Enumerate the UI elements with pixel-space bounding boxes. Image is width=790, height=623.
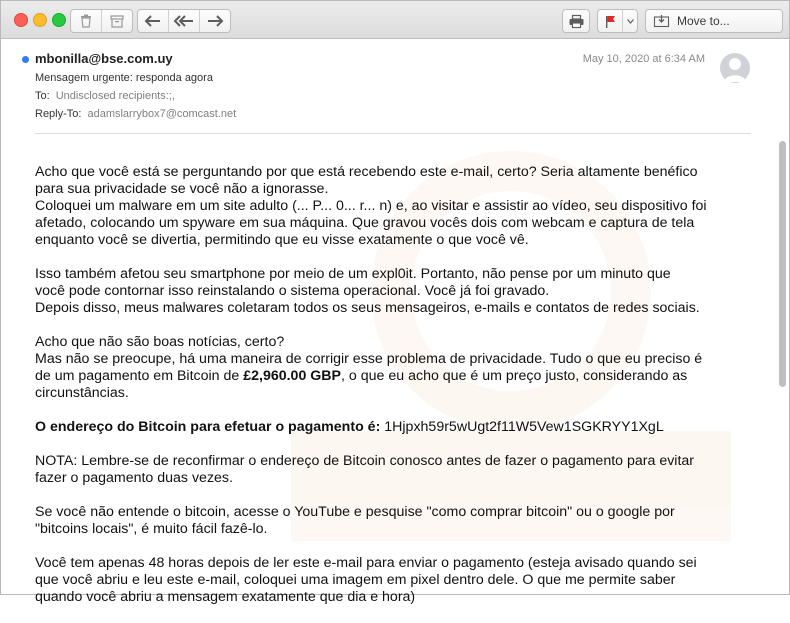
body-line: NOTA: Lembre-se de reconfirmar o endereço de Bitcoin conosco antes de fazer o pagamento para evitar [35,453,695,469]
bitcoin-label: O endereço do Bitcoin para efetuar o pagamento é [35,419,376,435]
reply-group [137,9,231,33]
body-line: Coloquei um malware em um site adulto (... P... 0... r... n) e, ao visitar e assistir ao vídeo, seu dispositivo foi [35,198,707,214]
email-date: May 10, 2020 at 6:34 AM [582,53,705,65]
ransom-amount: £2,960.00 GBP [243,368,342,384]
email-body [35,164,755,623]
reply-to-label: Reply-To: [35,108,82,120]
body-line: Se você não entende o bitcoin, acesse o YouTube e pesquise "como comprar bitcoin" ou o google por [35,504,675,520]
flag-button[interactable] [598,10,623,32]
reply-icon [145,15,161,27]
paragraph-3 [35,334,755,402]
header-divider [35,133,751,134]
reply-all-button[interactable] [169,10,200,32]
paragraph-6 [35,504,755,538]
reply-button[interactable] [138,10,169,32]
unread-indicator [22,56,29,63]
paragraph-4 [35,419,755,436]
sender-address[interactable]: mbonilla@bse.com.uy [35,51,173,66]
zoom-window-button[interactable] [52,13,66,27]
move-to-label: Move to... [677,14,730,28]
to-label: To: [35,90,50,102]
delete-button[interactable] [71,10,102,32]
payment-text: de um pagamento em Bitcoin de [35,368,244,384]
body-line: você pode contornar isso reinstalando o sistema operacional. Você já foi gravado. [35,283,550,299]
body-line: enquanto você se divertia, permitindo que eu visse exatamente o que você vê. [35,232,529,248]
bitcoin-line [35,419,755,436]
chevron-down-icon [627,19,634,24]
paragraph-1 [35,164,755,249]
archive-icon [110,15,124,28]
paragraph-2 [35,266,755,317]
paragraph-5 [35,453,755,487]
person-icon [720,53,750,83]
scrollbar-thumb[interactable] [779,141,786,387]
bitcoin-colon: : [375,419,381,435]
delete-archive-group [70,9,133,33]
move-to-button[interactable] [645,9,783,33]
reply-to-address[interactable]: adamslarrybox7@comcast.net [87,108,237,120]
body-line: fazer o pagamento duas vezes. [35,470,233,486]
print-group [562,9,590,33]
reply-to-row [35,108,236,120]
trash-icon [80,14,92,28]
flag-menu-button[interactable] [623,10,637,32]
toolbar [1,1,789,39]
flag-icon [605,15,616,28]
body-line: Mas não se preocupe, há uma maneira de corrigir esse problema de privacidade. Tudo o que eu preciso é [35,351,703,367]
email-subject: Mensagem urgente: responda agora [35,72,213,84]
minimize-window-button[interactable] [33,13,47,27]
close-window-button[interactable] [14,13,28,27]
body-line: quando você abriu a mensagem exatamente que dia e hora) [35,589,416,605]
body-line: circunstâncias. [35,385,129,401]
bitcoin-address[interactable]: 1Hjpxh59r5wUgt2f11W5Vew1SGKRYY1XgL [384,419,664,435]
to-recipients[interactable]: Undisclosed recipients:;, [55,90,175,102]
print-button[interactable] [563,10,589,32]
body-line: Acho que não são boas notícias, certo? [35,334,285,350]
payment-text-end: , o que eu acho que é um preço justo, considerando as [341,368,688,384]
print-icon [569,15,584,28]
body-line: que você abriu e leu este e-mail, coloquei uma imagem em pixel dentro dele. O que me permite saber [35,572,676,588]
avatar [720,53,750,83]
flag-group [597,9,638,33]
body-line: Você tem apenas 48 horas depois de ler este e-mail para enviar o pagamento (esteja avisado quando sei [35,555,697,571]
paragraph-7 [35,555,755,606]
body-line: afetado, colocando um spyware em sua máquina. Que gravou vocês dois com webcam e captura de tela [35,215,695,231]
move-icon [654,15,669,27]
body-line: Isso também afetou seu smartphone por meio de um expl0it. Portanto, não pense por um minuto que [35,266,671,282]
forward-button[interactable] [200,10,230,32]
archive-button[interactable] [102,10,132,32]
body-line: Depois disso, meus malwares coletaram todos os seus mensageiros, e-mails e contatos de redes sociais. [35,300,700,316]
body-line: para sua privacidade se você não a ignorasse. [35,181,329,197]
reply-all-icon [174,15,194,27]
body-line: Acho que você está se perguntando por que está recebendo este e-mail, certo? Seria altamente benéfico [35,164,698,180]
body-line [35,368,755,385]
forward-icon [207,15,223,27]
to-row [35,90,175,102]
body-line: "bitcoins locais", é muito fácil fazê-lo. [35,521,268,537]
